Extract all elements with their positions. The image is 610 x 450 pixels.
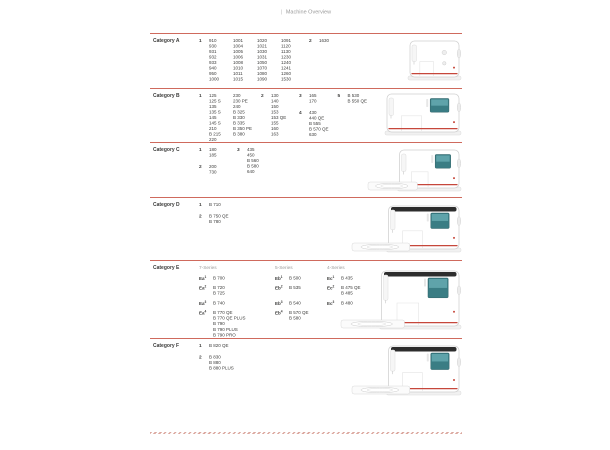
group-stack (199, 202, 229, 225)
model-number: B 500 (289, 275, 301, 281)
model-column (209, 202, 228, 208)
model-list (289, 285, 301, 296)
model-number: 1090 (257, 76, 268, 82)
model-number: 940 (209, 65, 217, 71)
model-columns (209, 38, 300, 82)
series-code: Ea$^4$ (199, 309, 207, 316)
model-group (299, 110, 329, 138)
model-group (199, 214, 229, 225)
model-groups (199, 202, 229, 260)
model-groups (199, 147, 266, 197)
model-column (233, 93, 252, 143)
model-number: 1004 (233, 43, 244, 49)
model-number: 440 QE (309, 115, 325, 121)
model-number: B 570 QE (289, 309, 309, 315)
model-groups (199, 93, 367, 142)
series-cell (275, 276, 327, 282)
model-list (213, 310, 246, 338)
series-code: Ea$^1$ (199, 275, 207, 282)
model-number: B 215 (209, 131, 221, 137)
model-columns (309, 93, 328, 104)
model-number: 140 (271, 98, 279, 104)
group-number: 1 (199, 343, 202, 349)
sewing-machine-with-embroidery-module-image (351, 343, 462, 401)
model-list (289, 276, 301, 282)
model-group (199, 202, 229, 208)
group-number: 1 (199, 93, 202, 99)
group-number: 2 (199, 213, 202, 219)
model-number: B 770 QE (213, 309, 233, 315)
model-column (271, 93, 290, 137)
page-title: Machine Overview (285, 9, 332, 15)
model-number: B 830 (209, 354, 221, 360)
model-columns (209, 343, 229, 349)
model-number: B 700 (213, 275, 225, 281)
model-number: 1020 (257, 38, 268, 43)
model-number: 135 (209, 104, 217, 109)
model-column (281, 38, 300, 82)
category-label: Category F (153, 343, 180, 349)
model-number: B 535 (289, 285, 301, 291)
series-header: 5-Series (275, 265, 293, 271)
model-number: B 560 (247, 158, 259, 163)
model-number: 1050 (257, 60, 268, 65)
model-column (257, 38, 276, 82)
category-row-f (150, 338, 462, 433)
model-number: 153 (271, 109, 279, 115)
series-cell (199, 310, 275, 338)
model-column (209, 214, 229, 225)
group-number: 2 (309, 38, 312, 44)
sewing-machine-with-embroidery-module-image (340, 268, 462, 335)
model-column (209, 147, 228, 158)
group-stack (261, 93, 290, 137)
model-number: 135 S (209, 109, 221, 115)
series-cell (199, 276, 275, 282)
model-group (199, 164, 228, 175)
group-number: 1 (199, 202, 202, 208)
model-number: B 540 (289, 300, 301, 306)
group-stack (199, 343, 234, 371)
series-code: Ec$^1$ (327, 275, 335, 282)
header-separator: | (280, 9, 283, 15)
model-list (289, 310, 309, 338)
page-header (150, 9, 462, 15)
group-number: 2 (199, 354, 202, 360)
model-number: 933 (209, 60, 217, 65)
model-number: 145 S (209, 120, 221, 126)
model-number: 160 (271, 126, 279, 131)
model-number: 450 (247, 152, 255, 158)
model-number: 1080 (257, 71, 268, 76)
model-column (247, 147, 266, 175)
group-number: 1 (199, 147, 202, 153)
category-row-e (150, 260, 462, 338)
model-number: 932 (209, 54, 217, 60)
series-cell (275, 285, 327, 296)
page-content (150, 0, 462, 450)
model-number: B 780 (209, 219, 221, 224)
model-number: B 790 (213, 321, 225, 327)
model-columns (209, 214, 229, 225)
model-list (213, 276, 225, 282)
model-number: B 550 QE (347, 98, 368, 104)
model-number: 1008 (233, 60, 244, 65)
series-code: Ec$^2$ (327, 285, 335, 291)
series-code: Eb$^1$ (275, 275, 283, 282)
model-number: 150 (271, 104, 279, 109)
model-columns (209, 164, 228, 175)
series-cell (199, 285, 275, 296)
model-number: 1070 (257, 65, 268, 71)
group-number: 2 (261, 93, 264, 99)
model-column (209, 343, 229, 349)
model-number: 230 PE (233, 98, 248, 104)
model-number: B 880 PLUS (209, 365, 234, 371)
model-number: 931 (209, 49, 217, 54)
model-number: 240 (233, 104, 241, 109)
model-number: B 580 (289, 315, 301, 321)
model-column (309, 110, 329, 138)
model-number: B 350 PE (233, 126, 253, 131)
model-number: 430 (309, 110, 317, 115)
category-row-a (150, 33, 462, 88)
group-stack (199, 147, 228, 175)
model-number: 145 (209, 115, 217, 120)
group-number: 2 (199, 164, 202, 170)
model-number: 200 (209, 164, 217, 169)
series-header: 7-Series (199, 265, 217, 271)
model-number: 1630 (319, 38, 330, 43)
series-cell (199, 300, 275, 306)
category-label: Category B (153, 93, 180, 99)
category-label: Category A (153, 38, 180, 44)
model-number: 1091 (281, 38, 292, 43)
model-groups (199, 343, 234, 433)
model-columns (209, 202, 228, 208)
model-number: 155 (271, 120, 279, 126)
model-number: 630 (309, 132, 317, 137)
model-number: 1130 (281, 49, 291, 54)
model-number: B 570 QE (309, 126, 329, 132)
series-code: Ea$^2$ (199, 285, 207, 291)
model-list (289, 300, 301, 306)
series-code: Eb$^3$ (275, 300, 283, 306)
model-number: B 720 (213, 285, 225, 291)
series-header: 4-Series (327, 265, 345, 271)
model-number: 1240 (281, 60, 292, 65)
mechanical-sewing-machine-image (406, 38, 462, 86)
group-stack (338, 93, 368, 104)
model-number: 1005 (233, 49, 244, 54)
model-number: B 530 (347, 93, 360, 98)
model-group (199, 355, 234, 372)
model-columns (348, 93, 368, 104)
model-number: 185 (209, 152, 217, 158)
model-group (199, 147, 228, 158)
series-cell (275, 310, 327, 338)
model-number: 153 QE (271, 115, 287, 120)
model-number: 163 (271, 131, 279, 137)
model-number: B 820 QE (209, 343, 229, 348)
model-number: 165 (309, 93, 317, 98)
model-number: 1031 (257, 54, 268, 60)
model-number: 1230 (281, 54, 292, 60)
series-code: Ea$^3$ (199, 300, 207, 306)
model-number: B 725 (213, 290, 225, 296)
model-columns (209, 93, 252, 143)
model-number: 930 (209, 43, 217, 49)
series-code: Eb$^2$ (275, 285, 283, 291)
category-label: Category D (153, 202, 180, 208)
model-number: B 480 (341, 300, 353, 306)
group-number: 3 (237, 147, 240, 153)
model-column (209, 355, 234, 372)
model-number: 1260 (281, 71, 292, 76)
model-number: 1010 (233, 65, 244, 71)
model-number: 125 S (209, 98, 221, 104)
model-group (199, 343, 234, 349)
group-stack (199, 93, 252, 143)
group-stack (199, 38, 300, 82)
sewing-machine-with-embroidery-module-image (351, 203, 462, 258)
group-stack (309, 38, 338, 44)
group-number: 5 (337, 93, 341, 99)
model-number: 1120 (281, 43, 291, 49)
model-number: 210 (209, 126, 217, 131)
model-number: B 770 QE PLUS (213, 315, 246, 321)
model-column (309, 93, 328, 104)
model-number: 125 (209, 93, 217, 98)
model-group (309, 38, 338, 44)
model-number: B 710 (209, 202, 221, 207)
model-number: 730 (209, 169, 217, 175)
model-group (237, 147, 266, 175)
series-code: Ec$^3$ (327, 300, 335, 306)
series-cell (275, 300, 327, 306)
model-number: 1030 (257, 49, 268, 54)
model-number: 1006 (233, 54, 244, 60)
model-number: B 330 (233, 115, 245, 120)
model-column (233, 38, 252, 82)
model-number: B 485 (341, 290, 353, 296)
model-number: B 435 (341, 275, 353, 281)
model-number: B 325 (233, 109, 245, 115)
model-number: 1001 (233, 38, 244, 43)
group-stack (237, 147, 266, 175)
model-number: B 750 QE (209, 213, 229, 219)
model-number: 1241 (281, 65, 292, 71)
category-row-c (150, 142, 462, 197)
model-number: B 790 PRO (213, 332, 236, 338)
model-number: B 475 QE (341, 285, 361, 291)
model-groups (199, 38, 338, 88)
model-list (213, 300, 225, 306)
model-list (213, 285, 225, 296)
model-number: 640 (247, 169, 255, 174)
model-number: B 380 (233, 131, 245, 137)
model-column (209, 164, 228, 175)
model-column (319, 38, 338, 44)
model-group (261, 93, 290, 137)
category-row-d (150, 197, 462, 260)
model-number: 1021 (257, 43, 268, 49)
model-number: B 880 (209, 360, 221, 365)
model-number: 230 (233, 93, 241, 98)
model-columns (209, 147, 228, 158)
model-columns (209, 355, 234, 372)
model-group (199, 38, 300, 82)
group-number: 1 (199, 38, 202, 44)
model-group (338, 93, 368, 104)
model-number: 435 (247, 147, 255, 152)
model-number: B 740 (213, 300, 225, 306)
model-number: 130 (271, 93, 279, 98)
model-number: 1000 (209, 76, 220, 82)
sewing-machine-with-embroidery-module-image (367, 147, 462, 197)
model-number: 910 (209, 38, 217, 43)
model-number: 220 (209, 137, 217, 142)
model-columns (309, 110, 329, 138)
category-row-b (150, 88, 462, 142)
model-column (209, 93, 228, 143)
model-group (299, 93, 329, 104)
model-number: B 335 (233, 120, 245, 126)
group-stack (299, 93, 329, 138)
model-columns (247, 147, 266, 175)
model-columns (319, 38, 338, 44)
model-number: 170 (309, 98, 317, 104)
model-column (209, 38, 228, 82)
model-number: B 555 (309, 121, 321, 126)
model-number: 1530 (281, 76, 292, 82)
series-code: Eb$^4$ (275, 309, 283, 316)
model-number: 950 (209, 71, 217, 76)
model-columns (271, 93, 290, 137)
category-label: Category C (153, 147, 180, 153)
perforation-line (150, 432, 462, 434)
model-number: 180 (209, 147, 217, 152)
model-number: 1011 (233, 71, 243, 76)
model-group (199, 93, 252, 143)
model-number: 1015 (233, 76, 244, 82)
group-number: 4 (299, 110, 302, 116)
model-column (348, 93, 368, 104)
computerized-sewing-machine-image (383, 91, 462, 141)
model-number: B 790 PLUS (213, 326, 238, 332)
group-number: 3 (299, 93, 302, 99)
model-number: B 580 (247, 163, 259, 169)
category-label: Category E (153, 265, 180, 271)
